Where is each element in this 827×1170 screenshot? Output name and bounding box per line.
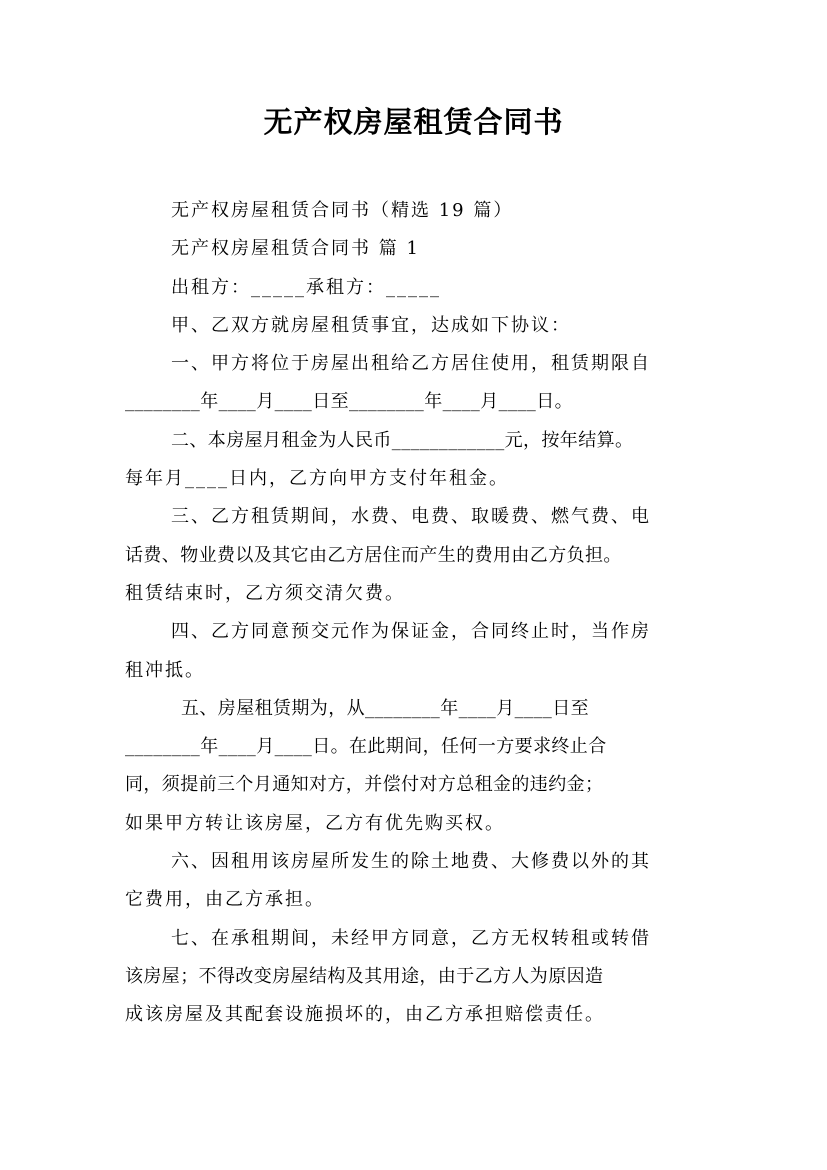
- clause-5-line-1: 五、房屋租赁期为，从________年____月____日至: [181, 697, 589, 719]
- clause-1-line-1: 一、甲方将位于房屋出租给乙方居住使用，租赁期限自: [171, 353, 651, 375]
- clause-5-line-2: ________年____月____日。在此期间，任何一方要求终止合: [125, 736, 607, 758]
- clause-1-line-2: ________年____月____日至________年____月____日。: [125, 391, 573, 413]
- subtitle-line: 无产权房屋租赁合同书（精选 19 篇）: [171, 200, 514, 221]
- clause-7-line-2: 该房屋；不得改变房屋结构及其用途，由于乙方人为原因造: [125, 965, 604, 987]
- section-heading: 无产权房屋租赁合同书 篇 1: [171, 238, 420, 260]
- clause-3-line-1: 三、乙方租赁期间，水费、电费、取暖费、燃气费、电: [171, 506, 651, 528]
- clause-7-line-1: 七、在承租期间，未经甲方同意，乙方无权转租或转借: [171, 927, 651, 949]
- clause-6-line-2: 它费用，由乙方承担。: [125, 889, 325, 911]
- clause-2-line-2: 每年月____日内，乙方向甲方支付年租金。: [125, 468, 509, 490]
- clause-7-line-3: 成该房屋及其配套设施损坏的，由乙方承担赔偿责任。: [125, 1004, 605, 1026]
- clause-5-line-3: 同，须提前三个月通知对方，并偿付对方总租金的违约金；: [125, 774, 604, 796]
- clause-4-line-1: 四、乙方同意预交元作为保证金，合同终止时，当作房: [171, 621, 651, 643]
- parties-line: 出租方：_____承租方：_____: [171, 276, 441, 298]
- clause-3-line-3: 租赁结束时，乙方须交清欠费。: [125, 582, 405, 604]
- document-title: 无产权房屋租赁合同书: [263, 105, 564, 139]
- clause-6-line-1: 六、因租用该房屋所发生的除土地费、大修费以外的其: [171, 851, 651, 873]
- agreement-intro: 甲、乙双方就房屋租赁事宜，达成如下协议：: [171, 314, 571, 336]
- clause-4-line-2: 租冲抵。: [125, 659, 205, 681]
- document-body: [125, 192, 705, 1035]
- clause-5-line-4: 如果甲方转让该房屋，乙方有优先购买权。: [125, 812, 505, 834]
- clause-2-line-1: 二、本房屋月租金为人民币____________元，按年结算。: [171, 429, 634, 451]
- clause-3-line-2: 话费、物业费以及其它由乙方居住而产生的费用由乙方负担。: [125, 544, 622, 566]
